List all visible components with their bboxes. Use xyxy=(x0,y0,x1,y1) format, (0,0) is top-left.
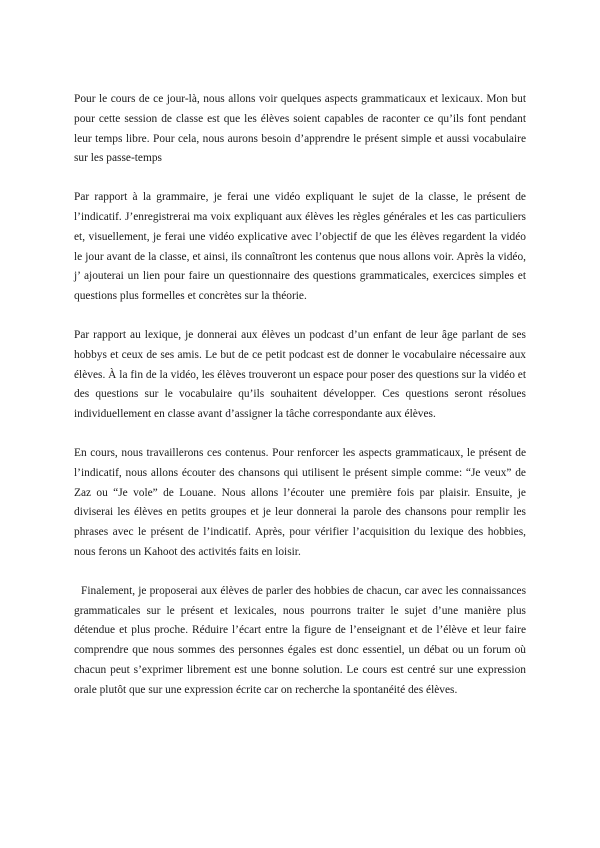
paragraph-class-activities: En cours, nous travaillerons ces contenus. Pour renforcer les aspects grammaticaux, le présent de l’indicatif, nous allons écouter des chansons qui utilisent le présent simple comme: “Je veux” de Zaz ou “Je vole” de Louane. Nous allons l’écouter une première fois par plaisir. Ensuite, je diviserai les élèves en petits groupes et je leur donnerai la parole des chansons pour remplir les phrases avec le présent de l’indicatif. Après, pour vérifier l’acquisition du lexique des hobbies, nous ferons un Kahoot des activités faits en loisir. xyxy=(74,446,526,558)
document-body xyxy=(74,90,526,701)
paragraph-intro: Pour le cours de ce jour-là, nous allons voir quelques aspects grammaticaux et lexicaux. Mon but pour cette session de classe est que les élèves soient capables de raconter ce qu’ils font pendant leur temps libre. Pour cela, nous aurons besoin d’apprendre le présent simple et aussi vocabulaire sur les passe-temps xyxy=(74,93,526,165)
paragraph-conclusion-text: Finalement, je proposerai aux élèves de parler des hobbies de chacun, car avec les connaissances grammaticales sur le présent et lexicales, nous pourrons traiter le sujet d’une manière plus détendue et plus proche. Réduire l’écart entre la figure de l’enseignant et de l’élève et leur faire comprendre que nous sommes des personnes égales est donc essentiel, un débat ou un forum où chacun peut s’exprimer librement est une bonne solution. Le cours est centré sur une expression orale plutôt que sur une expression écrite car on recherche la spontanéité des élèves. xyxy=(74,584,526,696)
paragraph-lexicon: Par rapport au lexique, je donnerai aux élèves un podcast d’un enfant de leur âge parlant de ses hobbys et ceux de ses amis. Le but de ce petit podcast est de donner le vocabulaire nécessaire aux élèves. À la fin de la vidéo, les élèves trouveront un espace pour poser des questions sur la vidéo et des questions sur le vocabulaire qu’ils souhaitent développer. Ces questions seront résolues individuellement en classe avant d’assigner la tâche correspondante aux élèves. xyxy=(74,328,526,421)
paragraph-conclusion xyxy=(74,582,526,701)
paragraph-grammar: Par rapport à la grammaire, je ferai une vidéo expliquant le sujet de la classe, le présent de l’indicatif. J’enregistrerai ma voix expliquant aux élèves les règles générales et les cas particuliers et, visuellement, je ferai une vidéo explicative avec l’objectif de que les élèves regardent la vidéo le jour avant de la classe, et ainsi, ils connaîtront les contenus que nous allons voir. Après la vidéo, j’ ajouterai un lien pour faire un questionnaire des questions grammaticales, exercices simples et questions plus formelles et concrètes sur la théorie. xyxy=(74,191,526,303)
